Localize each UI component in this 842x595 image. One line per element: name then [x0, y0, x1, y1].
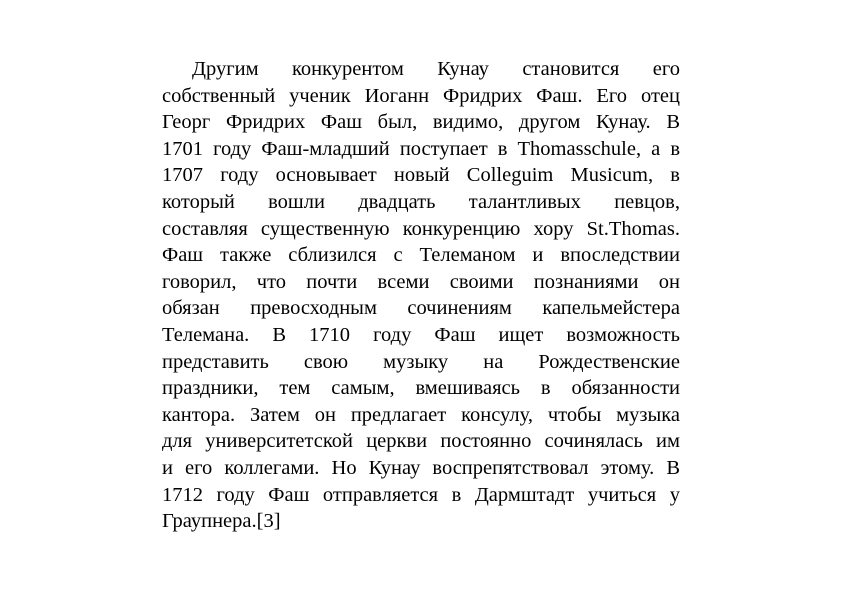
text-line: Телемана. В 1710 году Фаш ищет возможность [162, 323, 680, 346]
text-line: 1712 году Фаш отправляется в Дармштадт учиться у [162, 483, 680, 506]
text-line: Георг Фридрих Фаш был, видимо, другом Кунау. В [162, 111, 680, 134]
text-line: который вошли двадцать талантливых певцов, [162, 190, 680, 213]
text-line: Другим конкурентом Кунау становится его [192, 58, 680, 80]
text-line: говорил, что почти всеми своими познаниями он [162, 270, 680, 293]
text-line: представить свою музыку на Рождественские [162, 350, 680, 373]
text-line: кантора. Затем он предлагает консулу, чтобы музыка [162, 403, 680, 426]
text-line: собственный ученик Иоганн Фридрих Фаш. Его отец [162, 84, 680, 107]
text-line: обязан превосходным сочинениям капельмейстера [162, 297, 680, 320]
text-line: и его коллегами. Но Кунау воспрепятствовал этому. В [162, 456, 680, 479]
text-line: составляя существенную конкуренцию хору St.Thomas. [162, 217, 680, 240]
body-paragraph [162, 56, 680, 535]
text-line: 1701 году Фаш-младший поступает в Thomasschule, а в [162, 137, 680, 160]
text-line: Фаш также сблизился с Телеманом и впоследствии [162, 244, 680, 267]
text-line: для университетской церкви постоянно сочинялась им [162, 430, 680, 453]
text-line: 1707 году основывает новый Colleguim Musicum, в [162, 164, 680, 187]
text-line: праздники, тем самым, вмешиваясь в обязанности [162, 377, 680, 400]
text-line: Граупнера.[3] [162, 510, 281, 533]
